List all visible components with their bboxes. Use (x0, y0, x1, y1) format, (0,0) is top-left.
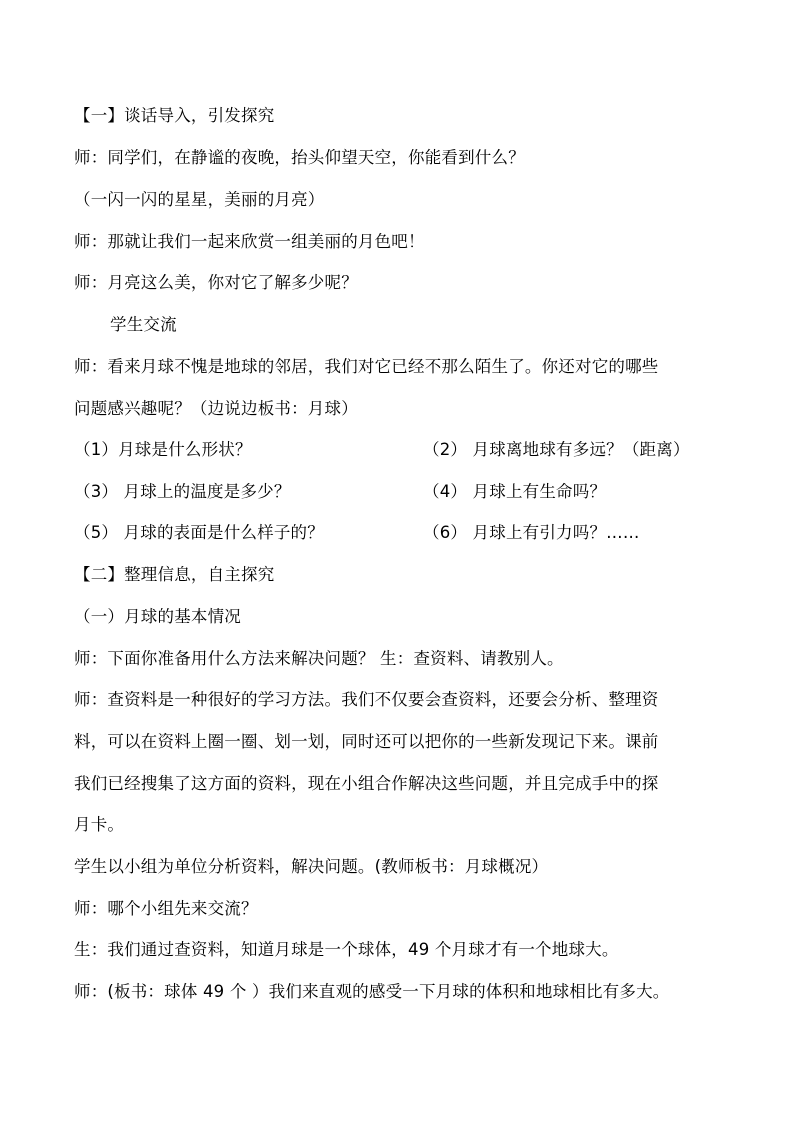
dialogue-line: 月卡。 (74, 815, 125, 834)
dialogue-line: （一闪一闪的星星，美丽的月亮） (74, 190, 325, 209)
section2-subheading: （一）月球的基本情况 (74, 607, 241, 626)
dialogue-line: 料，可以在资料上圈一圈、划一划，同时还可以把你的一些新发现记下来。课前 (74, 732, 659, 751)
dialogue-line: 我们已经搜集了这方面的资料，现在小组合作解决这些问题，并且完成手中的探 (74, 774, 659, 793)
dialogue-line: 师：哪个小组先来交流？ (74, 899, 258, 918)
section2-heading: 【二】整理信息，自主探究 (74, 565, 275, 584)
question-item: （3） 月球上的温度是多少？ (74, 482, 291, 501)
dialogue-line: 师：查资料是一种很好的学习方法。我们不仅要会查资料，还要会分析、整理资 (74, 690, 659, 709)
dialogue-line: 师：(板书：球体 49 个 ）我们来直观的感受一下月球的体积和地球相比有多大。 (74, 982, 670, 1001)
dialogue-line: 问题感兴趣呢？（边说边板书：月球） (74, 399, 358, 418)
dialogue-line: 师：那就让我们一起来欣赏一组美丽的月色吧！ (74, 232, 425, 251)
dialogue-line: 师：同学们，在静谧的夜晚，抬头仰望天空，你能看到什么？ (74, 148, 525, 167)
dialogue-line: 师：下面你准备用什么方法来解决问题？ 生：查资料、请教别人。 (74, 649, 564, 668)
dialogue-line: 生：我们通过查资料，知道月球是一个球体，49 个月球才有一个地球大。 (74, 940, 619, 959)
question-item: （2） 月球离地球有多远？（距离） (423, 440, 690, 459)
section1-heading: 【一】谈话导入，引发探究 (74, 106, 275, 125)
question-item: （1）月球是什么形状？ (74, 440, 252, 459)
question-item: （4） 月球上有生命吗？ (423, 482, 607, 501)
dialogue-line: 师：月亮这么美，你对它了解多少呢？ (74, 273, 358, 292)
dialogue-line: 学生以小组为单位分析资料，解决问题。(教师板书：月球概况） (74, 857, 549, 876)
question-item: （5） 月球的表面是什么样子的？ (74, 523, 324, 542)
question-item: （6） 月球上有引力吗？…… (423, 523, 640, 542)
dialogue-line: 师：看来月球不愧是地球的邻居，我们对它已经不那么陌生了。你还对它的哪些 (74, 357, 659, 376)
dialogue-line: 学生交流 (110, 315, 177, 334)
